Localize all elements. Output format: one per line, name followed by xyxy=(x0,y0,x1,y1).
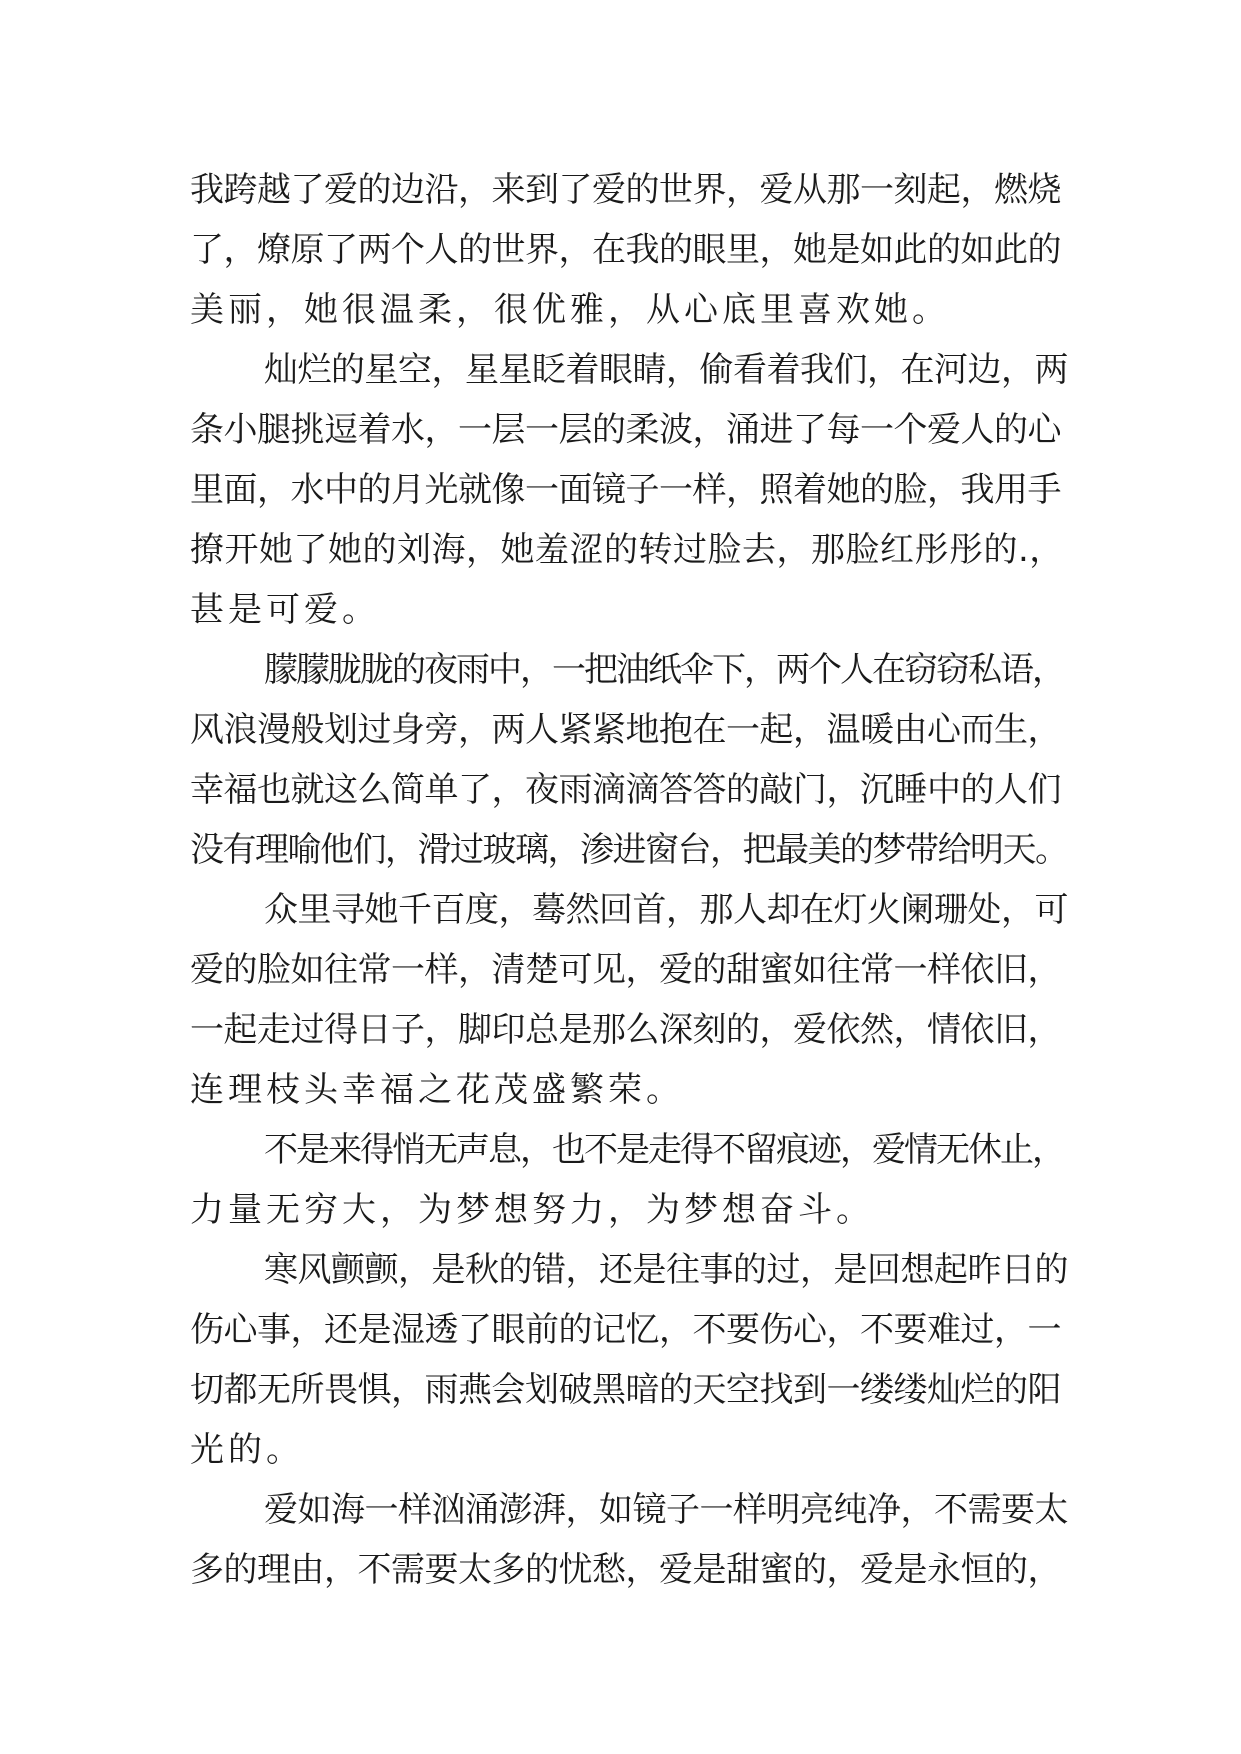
text-line: 力量无穷大，为梦想努力，为梦想奋斗。 xyxy=(190,1190,874,1230)
document-body xyxy=(190,160,1070,1600)
text-line: 寒风颤颤，是秋的错，还是往事的过，是回想起昨日的 xyxy=(264,1250,1068,1290)
paragraph-4 xyxy=(190,880,1070,1120)
text-line: 爱如海一样汹涌澎湃，如镜子一样明亮纯净，不需要太 xyxy=(264,1490,1068,1530)
text-line: 灿烂的星空，星星眨着眼睛，偷看着我们，在河边，两 xyxy=(264,350,1068,390)
text-line: 风浪漫般划过身旁，两人紧紧地抱在一起，温暖由心而生， xyxy=(190,710,1061,750)
text-line: 朦朦胧胧的夜雨中，一把油纸伞下，两个人在窃窃私语， xyxy=(264,650,1064,690)
text-line: 了，燎原了两个人的世界，在我的眼里，她是如此的如此的 xyxy=(190,230,1061,270)
text-line: 美丽，她很温柔，很优雅，从心底里喜欢她。 xyxy=(190,290,950,330)
text-line: 爱的脸如往常一样，清楚可见，爱的甜蜜如往常一样依旧， xyxy=(190,950,1061,990)
text-line: 撩开她了她的刘海，她羞涩的转过脸去，那脸红彤彤的.， xyxy=(190,530,1064,570)
text-line: 切都无所畏惧，雨燕会划破黑暗的天空找到一缕缕灿烂的阳 xyxy=(190,1370,1061,1410)
text-line: 不是来得悄无声息，也不是走得不留痕迹，爱情无休止， xyxy=(264,1130,1064,1170)
paragraph-3 xyxy=(190,640,1070,880)
text-line: 甚是可爱。 xyxy=(190,590,380,630)
paragraph-6 xyxy=(190,1240,1070,1480)
text-line: 多的理由，不需要太多的忧愁，爱是甜蜜的，爱是永恒的， xyxy=(190,1550,1061,1590)
paragraph-2 xyxy=(190,340,1070,640)
text-line: 里面，水中的月光就像一面镜子一样，照着她的脸，我用手 xyxy=(190,470,1061,510)
text-line: 没有理喻他们，滑过玻璃，渗进窗台，把最美的梦带给明天。 xyxy=(190,830,1068,870)
text-line: 连理枝头幸福之花茂盛繁荣。 xyxy=(190,1070,684,1110)
paragraph-5 xyxy=(190,1120,1070,1240)
text-line: 众里寻她千百度，蓦然回首，那人却在灯火阑珊处，可 xyxy=(264,890,1068,930)
text-line: 条小腿挑逗着水，一层一层的柔波，涌进了每一个爱人的心 xyxy=(190,410,1061,450)
text-line: 幸福也就这么简单了，夜雨滴滴答答的敲门，沉睡中的人们 xyxy=(190,770,1061,810)
text-line: 一起走过得日子，脚印总是那么深刻的，爱依然，情依旧， xyxy=(190,1010,1061,1050)
text-line: 我跨越了爱的边沿，来到了爱的世界，爱从那一刻起，燃烧 xyxy=(190,170,1061,210)
text-line: 伤心事，还是湿透了眼前的记忆，不要伤心，不要难过，一 xyxy=(190,1310,1061,1350)
paragraph-7 xyxy=(190,1480,1070,1600)
paragraph-1 xyxy=(190,160,1070,340)
text-line: 光的。 xyxy=(190,1430,304,1470)
